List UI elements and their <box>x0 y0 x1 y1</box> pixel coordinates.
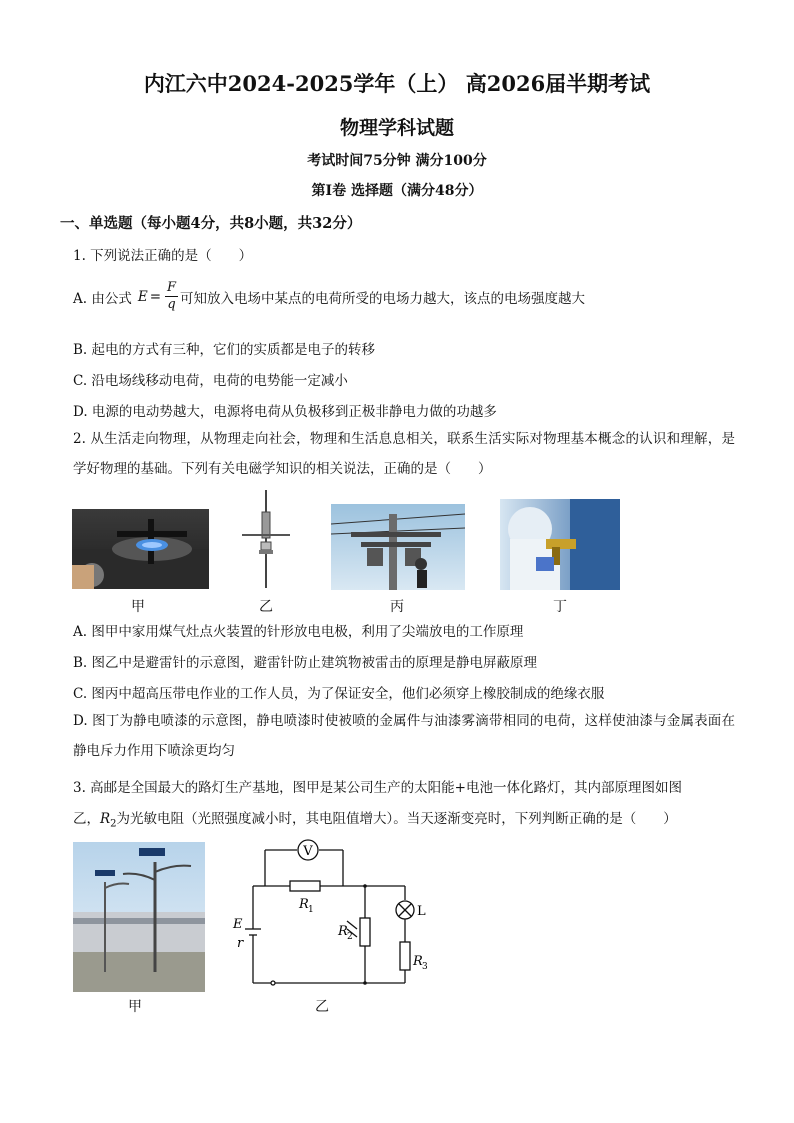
emf-label: E <box>233 917 243 932</box>
r2-label: R <box>338 924 348 939</box>
q1-formula-den: q <box>167 297 176 312</box>
high-voltage-work-photo <box>331 504 465 590</box>
lamp-label: L <box>417 904 426 919</box>
internal-resistance-label: r <box>237 936 244 951</box>
r3-sub: 3 <box>422 962 428 972</box>
r1-label: R <box>299 897 309 912</box>
q2-stem: 2. 从生活走向物理，从物理走向社会，物理和生活息息相关，联系生活实际对物理基本概念的认识和理解，是学好物理的基础。下列有关电磁学知识的相关说法，正确的是（ ） <box>73 431 735 477</box>
caption-yi: 乙 <box>259 599 273 615</box>
q1-formula-num: F <box>167 280 177 295</box>
q2-option-b: B. 图乙中是避雷针的示意图，避雷针防止建筑物被雷击的原理是静电屏蔽原理 <box>73 655 538 671</box>
r1-sub: 1 <box>308 905 314 915</box>
r3-label: R <box>413 954 423 969</box>
gas-stove-photo <box>72 509 209 589</box>
q1-option-b: B. 起电的方式有三种，它们的实质都是电子的转移 <box>73 342 376 358</box>
q1-a-suffix: 可知放入电场中某点的电荷所受的电场力越大，该点的电场强度越大 <box>180 290 586 307</box>
section-heading: 一、单选题（每小题4分，共8小题，共32分） <box>60 215 362 232</box>
q2-option-d: D. 图丁为静电喷漆的示意图，静电喷漆时使被喷的金属件与油漆雾滴带相同的电荷，这样使油漆与金属表面在静电斥力作用下喷涂更均匀 <box>73 713 735 759</box>
q1-stem: 1. 下列说法正确的是（ ） <box>73 248 253 264</box>
q1-formula-lhs: E <box>137 288 148 305</box>
caption-ding: 丁 <box>553 599 567 615</box>
q3-stem-line2 <box>73 807 677 830</box>
volume-title: 第I卷 选择题（满分48分） <box>311 183 483 199</box>
voltmeter-label: V <box>303 844 313 859</box>
q1-a-prefix: A. 由公式 <box>73 290 132 307</box>
q1-option-d: D. 电源的电动势越大，电源将电荷从负极移到正极非静电力做的功越多 <box>73 404 497 420</box>
q3-r2-symbol: R <box>100 811 111 827</box>
q1-formula-fraction <box>165 280 178 313</box>
exam-title: 内江六中2024-2025学年（上） 高2026届半期考试 <box>143 71 651 96</box>
caption-jia: 甲 <box>131 599 145 615</box>
r2-sub: 2 <box>347 932 353 942</box>
q2-option-a: A. 图甲中家用煤气灶点火装置的针形放电电极，利用了尖端放电的工作原理 <box>73 624 524 640</box>
q3-stem-prefix: 乙， <box>73 811 100 827</box>
q3-caption-yi: 乙 <box>315 999 329 1015</box>
street-lamp-photo <box>73 842 205 992</box>
q1-option-c: C. 沿电场线移动电荷，电荷的电势能一定减小 <box>73 373 348 389</box>
caption-bing: 丙 <box>390 599 404 615</box>
subject-title: 物理学科试题 <box>339 117 454 139</box>
q3-stem-line1: 3. 高邮是全国最大的路灯生产基地，图甲是某公司生产的太阳能+电池一体化路灯，其内部原理图如图 <box>73 780 682 796</box>
q3-caption-jia: 甲 <box>128 999 142 1015</box>
q3-stem-suffix: 为光敏电阻（光照强度减小时，其电阻值增大）。当天逐渐变亮时，下列判断正确的是（ ） <box>116 811 677 827</box>
time-score: 考试时间75分钟 满分100分 <box>307 153 487 169</box>
spray-painting-photo <box>500 499 620 590</box>
lightning-rod-diagram <box>237 490 295 590</box>
circuit-diagram <box>225 835 440 995</box>
q3-r2-sub: 2 <box>110 818 117 830</box>
q2-option-c: C. 图丙中超高压带电作业的工作人员，为了保证安全，他们必须穿上橡胶制成的绝缘衣服 <box>73 686 605 702</box>
q1-option-a: A. 由公式 E = $\frac{F}{q}$ 可知放入电场中某点的电荷所受的电场力越大，该点的电场强度越大 <box>73 280 586 312</box>
